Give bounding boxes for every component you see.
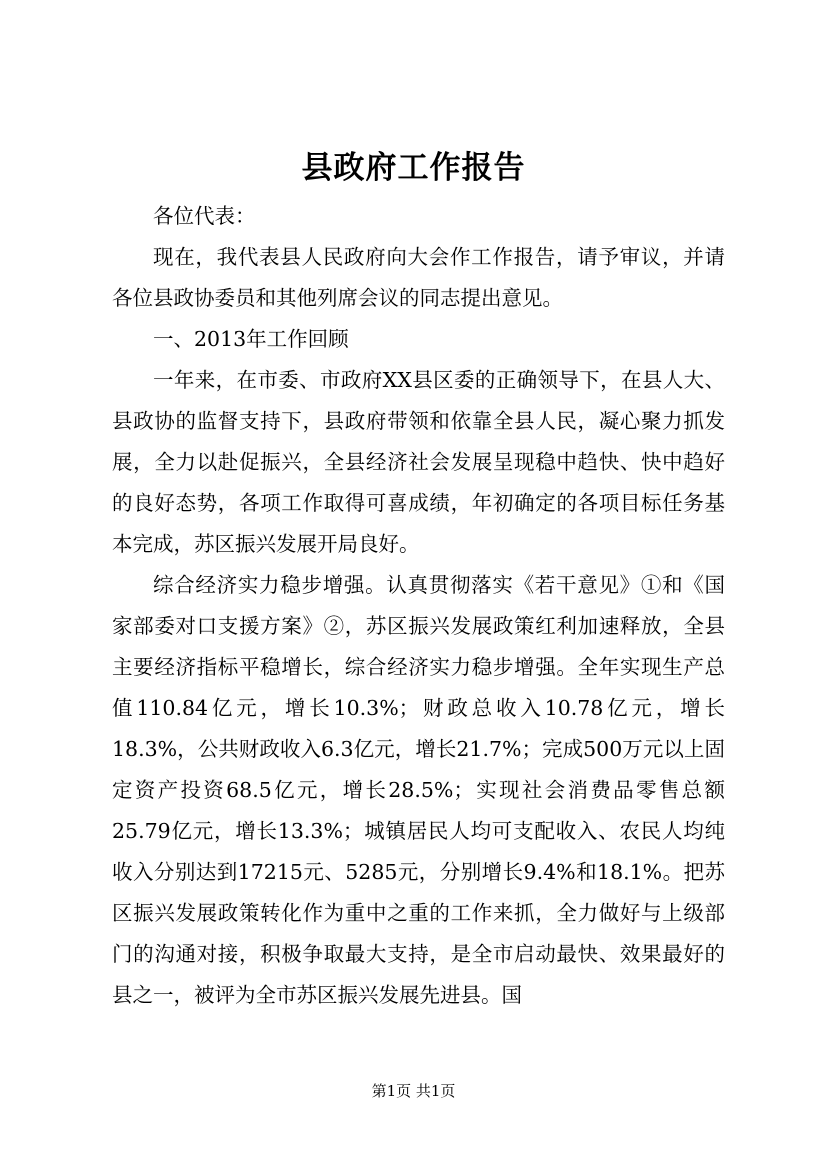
salutation: 各位代表：	[153, 204, 256, 228]
page-footer: 第1页 共1页	[371, 1082, 456, 1100]
section-heading: 一、2013年工作回顾	[153, 327, 349, 351]
paragraph-economy: 综合经济实力稳步增强。认真贯彻落实《若干意见》①和《国家部委对口支援方案》②，苏区振兴发展政策红利加速释放，全县主要经济指标平稳增长，综合经济实力稳步增强。全年实现生产总值110.84亿元，增长10.3%；财政总收入10.78亿元，增长18.3%，公共财政收入6.3亿元，增长21.7%；完成500万元以上固定资产投资68.5亿元，增长28.5%；实现社会消费品零售总额25.79亿元，增长13.3%；城镇居民人均可支配收入、农民人均纯收入分别达到17215元、5285元，分别增长9.4%和18.1%。把苏区振兴发展政策转化作为重中之重的工作来抓，全力做好与上级部门的沟通对接，积极争取最大支持，是全市启动最快、效果最好的县之一，被评为全市苏区振兴发展先进县。国	[112, 573, 725, 1007]
document-body	[112, 196, 725, 1016]
document-title: 县政府工作报告	[301, 150, 526, 186]
paragraph-intro: 现在，我代表县人民政府向大会作工作报告，请予审议，并请各位县政协委员和其他列席会议的同志提出意见。	[112, 245, 725, 310]
paragraph-review: 一年来，在市委、市政府XX县区委的正确领导下，在县人大、县政协的监督支持下，县政府带领和依靠全县人民，凝心聚力抓发展，全力以赴促振兴，全县经济社会发展呈现稳中趋快、快中趋好的良好态势，各项工作取得可喜成绩，年初确定的各项目标任务基本完成，苏区振兴发展开局良好。	[112, 368, 725, 556]
